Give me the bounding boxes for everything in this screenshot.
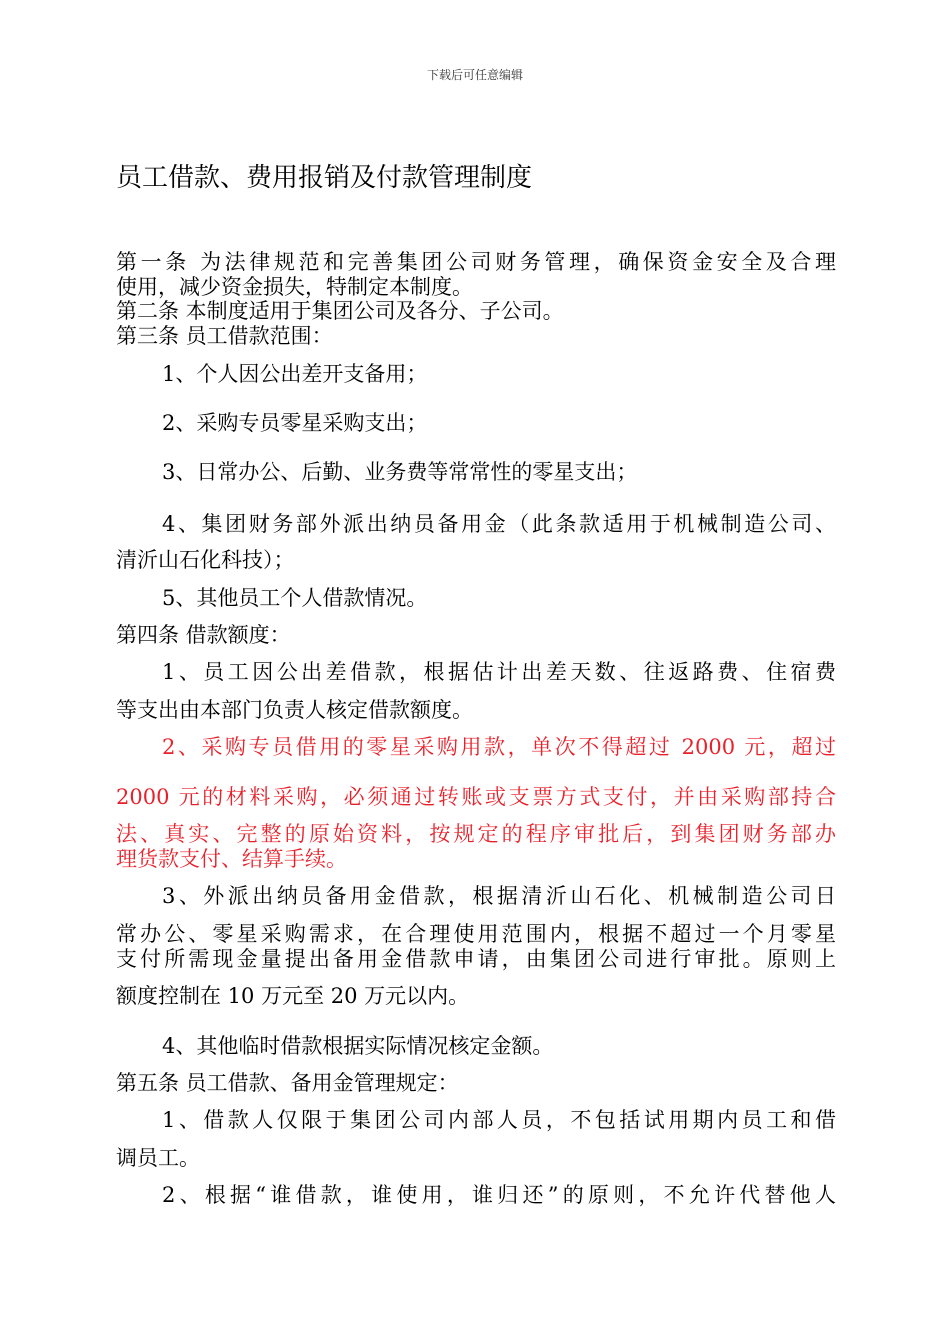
article-5-heading: 第五条 员工借款、备用金管理规定：	[116, 1071, 459, 1095]
article-4-item-2-line-4: 理货款支付、结算手续。	[116, 847, 347, 871]
article-4-item-3-line-4: 额度控制在 10 万元至 20 万元以内。	[116, 984, 470, 1008]
article-4-heading: 第四条 借款额度：	[116, 623, 291, 647]
article-4-item-2-line-3: 法、真实、完整的原始资料，按规定的程序审批后，到集团财务部办	[116, 822, 836, 846]
article-1-line-2: 使用，减少资金损失，特制定本制度。	[116, 275, 473, 299]
article-1-line-1: 第一条 为法律规范和完善集团公司财务管理，确保资金安全及合理	[116, 250, 836, 274]
document-title: 员工借款、费用报销及付款管理制度	[116, 163, 533, 193]
article-2: 第二条 本制度适用于集团公司及各分、子公司。	[116, 299, 564, 323]
article-3-item-3: 3、日常办公、后勤、业务费等常常性的零星支出；	[162, 460, 638, 484]
article-3-item-1: 1、个人因公出差开支备用；	[162, 362, 428, 386]
article-3-heading: 第三条 员工借款范围：	[116, 324, 333, 348]
article-4-item-1-line-2: 等支出由本部门负责人核定借款额度。	[116, 698, 473, 722]
article-3-item-4-line-2: 清沂山石化科技）；	[116, 548, 295, 572]
article-5-item-1-line-1: 1、借款人仅限于集团公司内部人员，不包括试用期内员工和借	[162, 1108, 836, 1132]
article-5-item-2-line-1: 2、根据“谁借款，谁使用，谁归还”的原则，不允许代替他人	[162, 1183, 836, 1207]
article-3-item-4-line-1: 4、集团财务部外派出纳员备用金（此条款适用于机械制造公司、	[162, 512, 836, 536]
article-4-item-2-line-2: 2000 元的材料采购，必须通过转账或支票方式支付，并由采购部持合	[116, 785, 836, 809]
article-4-item-1-line-1: 1、员工因公出差借款，根据估计出差天数、往返路费、住宿费	[162, 660, 836, 684]
article-5-item-1-line-2: 调员工。	[116, 1146, 200, 1170]
article-4-item-3-line-2: 常办公、零星采购需求，在合理使用范围内，根据不超过一个月零星	[116, 922, 836, 946]
article-4-item-3-line-1: 3、外派出纳员备用金借款，根据清沂山石化、机械制造公司日	[162, 884, 836, 908]
header-note: 下载后可任意编辑	[426, 68, 523, 82]
article-4-item-3-line-3: 支付所需现金量提出备用金借款申请，由集团公司进行审批。原则上	[116, 947, 836, 971]
article-4-item-2-line-1: 2、采购专员借用的零星采购用款，单次不得超过 2000 元，超过	[162, 735, 836, 759]
article-3-item-2: 2、采购专员零星采购支出；	[162, 411, 428, 435]
article-4-item-4: 4、其他临时借款根据实际情况核定金额。	[162, 1034, 554, 1058]
article-3-item-5: 5、其他员工个人借款情况。	[162, 586, 428, 610]
